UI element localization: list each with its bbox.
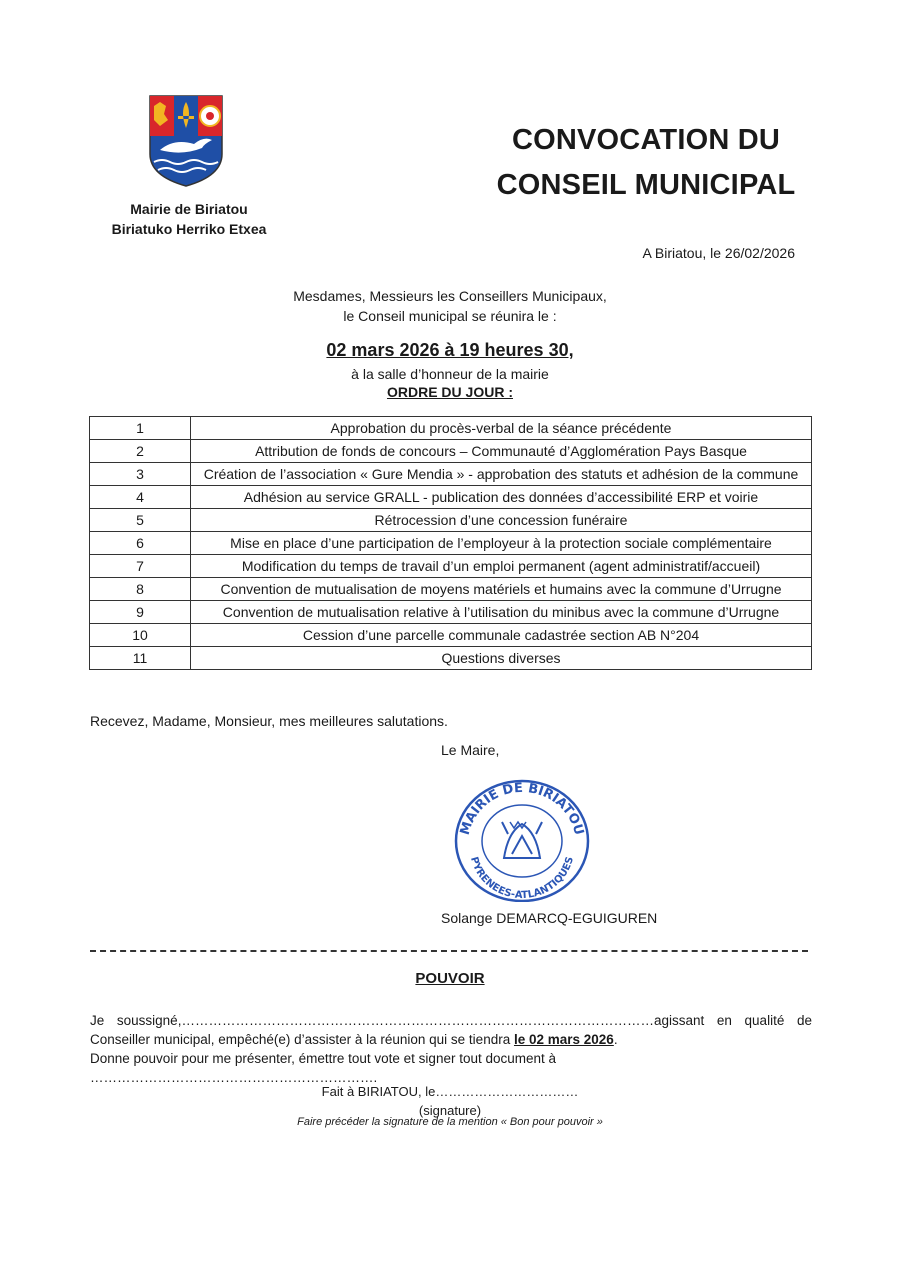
table-row xyxy=(90,578,812,601)
agenda-item: Approbation du procès-verbal de la séance précédente xyxy=(191,417,812,440)
table-row xyxy=(90,509,812,532)
intro-line-1: Mesdames, Messieurs les Conseillers Municipaux, xyxy=(293,288,607,304)
stamp-bottom-text: PYRENEES-ATLANTIQUES xyxy=(467,855,577,902)
pouvoir-line-1 xyxy=(90,1011,812,1049)
agenda-number: 5 xyxy=(90,509,191,532)
table-row xyxy=(90,417,812,440)
agenda-item: Création de l’association « Gure Mendia » - approbation des statuts et adhésion de la commune xyxy=(191,463,812,486)
bon-pour-pouvoir-mention: Faire précéder la signature de la mention « Bon pour pouvoir » xyxy=(297,1116,603,1128)
table-row xyxy=(90,555,812,578)
agenda-number: 3 xyxy=(90,463,191,486)
mayor-name: Solange DEMARCQ-EGUIGUREN xyxy=(441,910,658,926)
intro-line-2: le Conseil municipal se réunira le : xyxy=(343,308,557,324)
agenda-item: Attribution de fonds de concours – Communauté d’Agglomération Pays Basque xyxy=(191,440,812,463)
agenda-item: Questions diverses xyxy=(191,647,812,670)
official-stamp-icon xyxy=(452,778,592,902)
mairie-name xyxy=(96,199,282,239)
agenda-item: Modification du temps de travail d’un emploi permanent (agent administratif/accueil) xyxy=(191,555,812,578)
pouvoir-heading: POUVOIR xyxy=(415,970,485,987)
agenda-item: Convention de mutualisation relative à l’utilisation du minibus avec la commune d’Urrugne xyxy=(191,601,812,624)
closing-salutation: Recevez, Madame, Monsieur, mes meilleures salutations. xyxy=(90,713,448,729)
agenda-number: 6 xyxy=(90,532,191,555)
agenda-heading: ORDRE DU JOUR : xyxy=(386,384,513,400)
table-row xyxy=(90,601,812,624)
title-line-1: CONVOCATION DU xyxy=(511,124,781,156)
pouvoir-meeting-date: le 02 mars 2026 xyxy=(513,1032,614,1047)
table-row xyxy=(90,440,812,463)
document-date: A Biriatou, le 26/02/2026 xyxy=(642,245,795,261)
agenda-number: 4 xyxy=(90,486,191,509)
mayor-title: Le Maire, xyxy=(441,742,500,758)
table-row xyxy=(90,647,812,670)
name-blank-field: …………………………………………………………………………………………… xyxy=(181,1013,654,1028)
agenda-number: 2 xyxy=(90,440,191,463)
signature-block xyxy=(0,1082,900,1120)
table-row xyxy=(90,624,812,647)
agenda-number: 7 xyxy=(90,555,191,578)
pouvoir-soussigne: Je soussigné, xyxy=(90,1013,182,1028)
meeting-venue: à la salle d’honneur de la mairie xyxy=(351,366,549,382)
stamp-top-text: MAIRIE DE BIRIATOU xyxy=(457,780,587,837)
mairie-name-fr: Mairie de Biriatou xyxy=(130,201,248,217)
pouvoir-line-2: Donne pouvoir pour me présenter, émettre tout vote et signer tout document à ………………………………………………………. xyxy=(90,1051,557,1085)
coat-of-arms-icon xyxy=(148,94,224,188)
mairie-name-eu: Biriatuko Herriko Etxea xyxy=(111,221,267,237)
agenda-number: 9 xyxy=(90,601,191,624)
agenda-item: Cession d’une parcelle communale cadastrée section AB N°204 xyxy=(191,624,812,647)
table-row xyxy=(90,486,812,509)
agenda-number: 11 xyxy=(90,647,191,670)
meeting-datetime: 02 mars 2026 à 19 heures 30, xyxy=(326,340,574,360)
document-title xyxy=(470,118,822,208)
agenda-item: Adhésion au service GRALL - publication des données d’accessibilité ERP et voirie xyxy=(191,486,812,509)
agenda-table xyxy=(89,416,812,670)
section-divider xyxy=(90,950,808,952)
table-row xyxy=(90,532,812,555)
pouvoir-statement: agissant en qualité de Conseiller municipal, empêché(e) d’assister à la réunion qui se tiendra xyxy=(90,1013,812,1047)
fait-a-line: Fait à BIRIATOU, le…………………………… xyxy=(321,1084,579,1099)
signature-label: (signature) xyxy=(418,1103,482,1118)
intro-text xyxy=(0,286,900,326)
pouvoir-period: . xyxy=(613,1032,618,1047)
pouvoir-paragraph xyxy=(90,1011,812,1087)
agenda-number: 8 xyxy=(90,578,191,601)
agenda-item: Rétrocession d’une concession funéraire xyxy=(191,509,812,532)
agenda-number: 10 xyxy=(90,624,191,647)
title-line-2: CONSEIL MUNICIPAL xyxy=(496,169,796,201)
agenda-number: 1 xyxy=(90,417,191,440)
agenda-item: Convention de mutualisation de moyens matériels et humains avec la commune d’Urrugne xyxy=(191,578,812,601)
agenda-item: Mise en place d’une participation de l’employeur à la protection sociale complémentaire xyxy=(191,532,812,555)
table-row xyxy=(90,463,812,486)
